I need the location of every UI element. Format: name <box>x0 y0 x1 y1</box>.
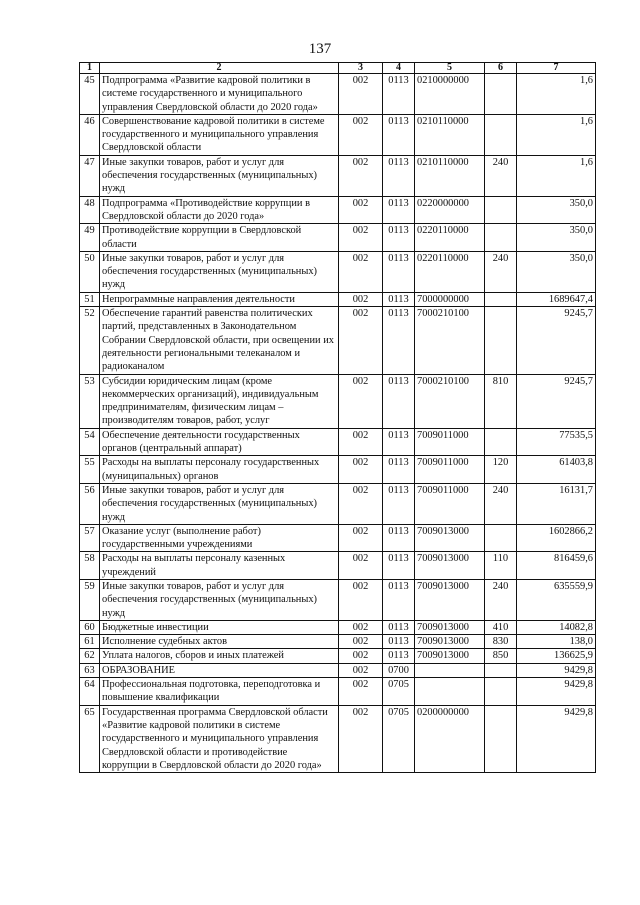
row-section-code: 0113 <box>383 635 415 649</box>
row-amount: 816459,6 <box>517 552 596 580</box>
row-name: Расходы на выплаты персоналу казенных учреждений <box>100 552 339 580</box>
header-col-2: 2 <box>100 63 339 74</box>
row-section-code: 0113 <box>383 114 415 155</box>
row-target-code: 0210110000 <box>415 114 485 155</box>
row-number: 46 <box>80 114 100 155</box>
row-amount: 9429,8 <box>517 663 596 677</box>
row-admin-code: 002 <box>339 251 383 292</box>
row-section-code: 0113 <box>383 524 415 552</box>
row-admin-code: 002 <box>339 649 383 663</box>
row-target-code: 7009013000 <box>415 579 485 620</box>
row-admin-code: 002 <box>339 579 383 620</box>
row-section-code: 0113 <box>383 224 415 252</box>
row-target-code: 7000210100 <box>415 374 485 428</box>
row-amount: 1,6 <box>517 74 596 115</box>
row-name: Расходы на выплаты персоналу государственных (муниципальных) органов <box>100 456 339 484</box>
table-row <box>80 678 596 706</box>
row-number: 54 <box>80 428 100 456</box>
row-expense-type: 810 <box>485 374 517 428</box>
table-row <box>80 552 596 580</box>
row-number: 56 <box>80 483 100 524</box>
row-expense-type <box>485 224 517 252</box>
row-name: Иные закупки товаров, работ и услуг для обеспечения государственных (муниципальных) нужд <box>100 251 339 292</box>
header-col-7: 7 <box>517 63 596 74</box>
table-row <box>80 114 596 155</box>
row-section-code: 0113 <box>383 307 415 374</box>
row-admin-code: 002 <box>339 428 383 456</box>
row-name: Исполнение судебных актов <box>100 635 339 649</box>
row-admin-code: 002 <box>339 155 383 196</box>
row-amount: 350,0 <box>517 224 596 252</box>
row-name: Иные закупки товаров, работ и услуг для обеспечения государственных (муниципальных) нужд <box>100 579 339 620</box>
row-name: Обеспечение гарантий равенства политических партий, представленных в Законодательном Собрании Свердловской области, при освещении их деятельности региональными телеканалом и радиоканалом <box>100 307 339 374</box>
row-expense-type <box>485 428 517 456</box>
row-target-code: 7000000000 <box>415 292 485 306</box>
table-row <box>80 374 596 428</box>
row-target-code: 7009011000 <box>415 428 485 456</box>
row-expense-type <box>485 74 517 115</box>
row-admin-code: 002 <box>339 114 383 155</box>
row-expense-type <box>485 292 517 306</box>
row-admin-code: 002 <box>339 456 383 484</box>
row-section-code: 0705 <box>383 705 415 772</box>
row-expense-type <box>485 196 517 224</box>
row-target-code: 0220110000 <box>415 251 485 292</box>
row-number: 65 <box>80 705 100 772</box>
row-amount: 14082,8 <box>517 620 596 634</box>
row-expense-type: 240 <box>485 251 517 292</box>
row-expense-type <box>485 663 517 677</box>
row-name: Бюджетные инвестиции <box>100 620 339 634</box>
row-section-code: 0113 <box>383 196 415 224</box>
row-section-code: 0113 <box>383 74 415 115</box>
row-target-code: 0220110000 <box>415 224 485 252</box>
row-number: 51 <box>80 292 100 306</box>
row-name: Подпрограмма «Развитие кадровой политики в системе государственного и муниципального управления Свердловской области до 2020 года» <box>100 74 339 115</box>
table-row <box>80 307 596 374</box>
table-row <box>80 74 596 115</box>
table-row <box>80 196 596 224</box>
row-expense-type: 410 <box>485 620 517 634</box>
row-number: 52 <box>80 307 100 374</box>
row-name: Обеспечение деятельности государственных органов (центральный аппарат) <box>100 428 339 456</box>
row-admin-code: 002 <box>339 620 383 634</box>
table-row <box>80 524 596 552</box>
row-target-code: 7009013000 <box>415 552 485 580</box>
row-expense-type: 830 <box>485 635 517 649</box>
table-row <box>80 663 596 677</box>
row-name: Субсидии юридическим лицам (кроме некоммерческих организаций), индивидуальным предпринимателям, физическим лицам – производителям товаров, работ, услуг <box>100 374 339 428</box>
row-section-code: 0113 <box>383 292 415 306</box>
row-expense-type <box>485 524 517 552</box>
header-col-5: 5 <box>415 63 485 74</box>
page-number: 137 <box>308 41 332 57</box>
row-amount: 138,0 <box>517 635 596 649</box>
table-row <box>80 428 596 456</box>
row-name: Иные закупки товаров, работ и услуг для обеспечения государственных (муниципальных) нужд <box>100 483 339 524</box>
row-number: 59 <box>80 579 100 620</box>
row-name: Государственная программа Свердловской области «Развитие кадровой политики в системе государственного и муниципального управления Свердловской области и противодействие коррупции в Свердловской области до 2020 года» <box>100 705 339 772</box>
row-amount: 350,0 <box>517 196 596 224</box>
row-amount: 1602866,2 <box>517 524 596 552</box>
row-admin-code: 002 <box>339 224 383 252</box>
row-target-code: 7009013000 <box>415 635 485 649</box>
row-expense-type <box>485 678 517 706</box>
table-row <box>80 292 596 306</box>
row-target-code <box>415 663 485 677</box>
header-col-6: 6 <box>485 63 517 74</box>
row-number: 45 <box>80 74 100 115</box>
row-number: 55 <box>80 456 100 484</box>
row-target-code: 0200000000 <box>415 705 485 772</box>
row-number: 48 <box>80 196 100 224</box>
row-amount: 1,6 <box>517 114 596 155</box>
row-amount: 1,6 <box>517 155 596 196</box>
row-amount: 9245,7 <box>517 374 596 428</box>
row-section-code: 0113 <box>383 483 415 524</box>
row-expense-type: 240 <box>485 579 517 620</box>
table-header-row <box>80 63 596 74</box>
row-expense-type <box>485 705 517 772</box>
row-name: Совершенствование кадровой политики в системе государственного и муниципального управления Свердловской области <box>100 114 339 155</box>
row-amount: 1689647,4 <box>517 292 596 306</box>
row-amount: 77535,5 <box>517 428 596 456</box>
row-admin-code: 002 <box>339 524 383 552</box>
row-expense-type <box>485 307 517 374</box>
table-row <box>80 155 596 196</box>
row-number: 63 <box>80 663 100 677</box>
row-expense-type: 240 <box>485 483 517 524</box>
row-admin-code: 002 <box>339 307 383 374</box>
row-section-code: 0113 <box>383 251 415 292</box>
row-target-code: 7009011000 <box>415 483 485 524</box>
table-row <box>80 483 596 524</box>
header-col-4: 4 <box>383 63 415 74</box>
row-target-code: 7009011000 <box>415 456 485 484</box>
row-section-code: 0113 <box>383 155 415 196</box>
row-number: 60 <box>80 620 100 634</box>
table-row <box>80 649 596 663</box>
row-amount: 9429,8 <box>517 678 596 706</box>
row-number: 57 <box>80 524 100 552</box>
header-col-1: 1 <box>80 63 100 74</box>
row-target-code: 0220000000 <box>415 196 485 224</box>
row-name: Противодействие коррупции в Свердловской области <box>100 224 339 252</box>
row-admin-code: 002 <box>339 196 383 224</box>
row-name: Иные закупки товаров, работ и услуг для обеспечения государственных (муниципальных) нужд <box>100 155 339 196</box>
row-amount: 136625,9 <box>517 649 596 663</box>
table-row <box>80 705 596 772</box>
row-expense-type: 110 <box>485 552 517 580</box>
row-admin-code: 002 <box>339 705 383 772</box>
table-row <box>80 224 596 252</box>
row-target-code: 7009013000 <box>415 524 485 552</box>
row-amount: 350,0 <box>517 251 596 292</box>
table-row <box>80 456 596 484</box>
row-target-code: 0210000000 <box>415 74 485 115</box>
row-amount: 16131,7 <box>517 483 596 524</box>
row-target-code: 7009013000 <box>415 649 485 663</box>
row-section-code: 0113 <box>383 579 415 620</box>
table-row <box>80 635 596 649</box>
row-target-code: 7000210100 <box>415 307 485 374</box>
row-admin-code: 002 <box>339 552 383 580</box>
row-number: 50 <box>80 251 100 292</box>
row-section-code: 0113 <box>383 649 415 663</box>
row-section-code: 0113 <box>383 374 415 428</box>
row-expense-type: 850 <box>485 649 517 663</box>
header-col-3: 3 <box>339 63 383 74</box>
row-amount: 9429,8 <box>517 705 596 772</box>
row-amount: 9245,7 <box>517 307 596 374</box>
row-expense-type <box>485 114 517 155</box>
budget-table <box>79 62 596 773</box>
row-name: Профессиональная подготовка, переподготовка и повышение квалификации <box>100 678 339 706</box>
row-admin-code: 002 <box>339 663 383 677</box>
row-section-code: 0113 <box>383 456 415 484</box>
row-expense-type: 240 <box>485 155 517 196</box>
row-section-code: 0113 <box>383 428 415 456</box>
row-amount: 61403,8 <box>517 456 596 484</box>
row-number: 61 <box>80 635 100 649</box>
table-row <box>80 251 596 292</box>
row-name: ОБРАЗОВАНИЕ <box>100 663 339 677</box>
row-name: Непрограммные направления деятельности <box>100 292 339 306</box>
row-number: 62 <box>80 649 100 663</box>
row-admin-code: 002 <box>339 635 383 649</box>
row-section-code: 0705 <box>383 678 415 706</box>
row-target-code: 0210110000 <box>415 155 485 196</box>
row-section-code: 0113 <box>383 620 415 634</box>
row-admin-code: 002 <box>339 74 383 115</box>
row-expense-type: 120 <box>485 456 517 484</box>
row-admin-code: 002 <box>339 292 383 306</box>
row-admin-code: 002 <box>339 483 383 524</box>
row-target-code: 7009013000 <box>415 620 485 634</box>
row-number: 49 <box>80 224 100 252</box>
row-name: Оказание услуг (выполнение работ) государственными учреждениями <box>100 524 339 552</box>
row-name: Подпрограмма «Противодействие коррупции в Свердловской области до 2020 года» <box>100 196 339 224</box>
row-amount: 635559,9 <box>517 579 596 620</box>
row-admin-code: 002 <box>339 374 383 428</box>
table-row <box>80 579 596 620</box>
row-number: 53 <box>80 374 100 428</box>
row-section-code: 0700 <box>383 663 415 677</box>
row-target-code <box>415 678 485 706</box>
row-name: Уплата налогов, сборов и иных платежей <box>100 649 339 663</box>
row-number: 64 <box>80 678 100 706</box>
row-number: 58 <box>80 552 100 580</box>
row-section-code: 0113 <box>383 552 415 580</box>
row-admin-code: 002 <box>339 678 383 706</box>
row-number: 47 <box>80 155 100 196</box>
table-row <box>80 620 596 634</box>
